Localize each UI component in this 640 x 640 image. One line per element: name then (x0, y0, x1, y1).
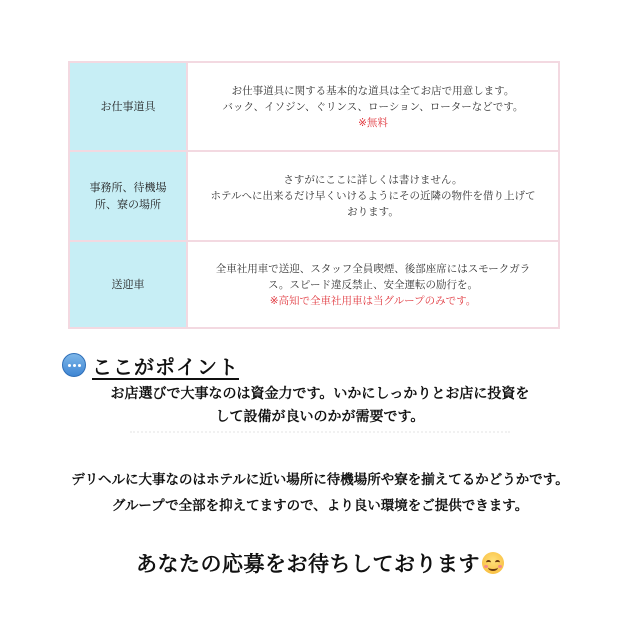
row-value-line: お仕事道具に関する基本的な道具は全てお店で用意します。 (231, 84, 515, 97)
row-value-line: さすがにここに詳しくは書けません。 (283, 174, 463, 186)
bottom-line: グループで全部を抑えてますので、より良い環境をご提供できます。 (111, 498, 529, 514)
table-row (69, 241, 559, 328)
closing-text: あなたの応募をお待ちしております (136, 552, 480, 576)
point-line: お店選びで大事なのは資金力です。いかにしっかりとお店に投資を (110, 386, 530, 402)
row-note: ※無料 (358, 116, 388, 129)
row-value-line: ス。スピード違反禁止、安全運転の励行を。 (268, 278, 478, 291)
table-row (69, 62, 559, 151)
point-heading (62, 352, 239, 378)
bottom-line: デリヘルに大事なのはホテルに近い場所に待機場所や寮を揃えてるかどうかです。 (71, 472, 569, 488)
row-value (187, 241, 559, 328)
smiling-face-icon (482, 552, 504, 574)
point-body (60, 383, 580, 429)
row-value-line: ホテルへに出来るだけ早くいけるようにその近隣の物件を借り上げて (210, 190, 536, 202)
row-value-line: 全車社用車で送迎、スタッフ全員喫煙、後部座席にはスモークガラ (215, 262, 531, 275)
closing-message (0, 548, 640, 578)
point-line: して設備が良いのかが需要です。 (215, 409, 425, 425)
point-title: ここがポイント (92, 354, 239, 379)
speech-bubble-icon (62, 353, 86, 377)
row-value (187, 62, 559, 151)
bottom-text (0, 467, 640, 519)
row-value-line: おります。 (347, 206, 399, 218)
row-label-text: 送迎車 (111, 278, 145, 291)
row-label-line: 所、寮の場所 (95, 198, 161, 211)
row-label-text: お仕事道具 (100, 100, 156, 113)
row-value (187, 151, 559, 241)
row-label (69, 151, 187, 241)
row-label (69, 62, 187, 151)
row-label-line: 事務所、待機場 (89, 181, 167, 194)
info-table (68, 61, 560, 329)
divider (130, 431, 510, 435)
row-value-line: バック、イソジン、ぐリンス、ローション、ローターなどです。 (222, 100, 524, 113)
row-note: ※高知で全車社用車は当グループのみです。 (269, 294, 477, 307)
row-label (69, 241, 187, 328)
table-row (69, 151, 559, 241)
